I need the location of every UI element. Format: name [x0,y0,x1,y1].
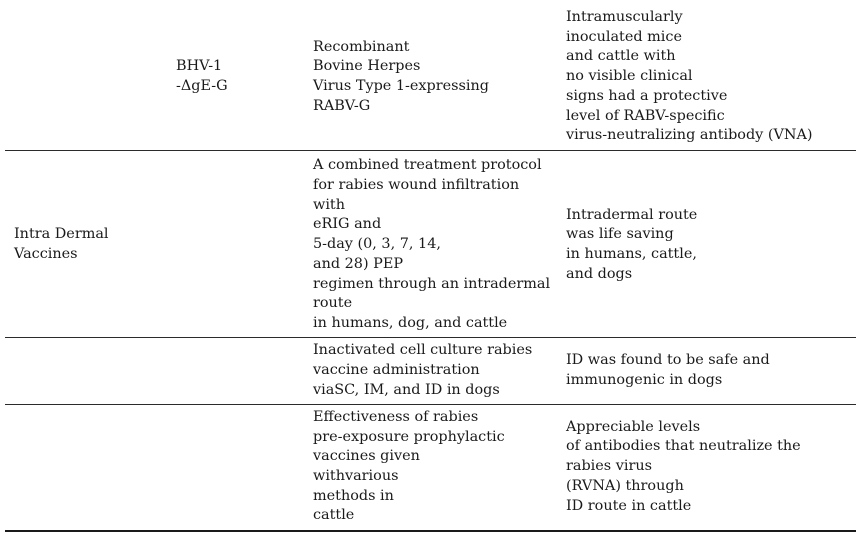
outcome-line: virus-neutralizing antibody (VNA) [566,127,813,144]
description-line: withvarious [313,468,399,484]
outcome-line: ID was found to be safe and [566,352,770,369]
description-cell [313,8,553,146]
vaccine-cell [176,340,301,402]
description-line: regimen through an intradermal [313,275,551,292]
description-line: viaSC, IM, and ID in dogs [313,381,500,398]
outcome-cell [566,340,854,402]
category-line: Vaccines [14,246,78,262]
outcome-line: and dogs [566,265,633,282]
description-cell [313,407,553,527]
table-row [0,0,856,150]
outcome-cell [566,8,854,146]
outcome-line: no visible clinical [566,68,693,85]
vaccine-line: BHV-1 [176,58,223,75]
vaccine-cell [176,407,301,527]
description-line: eRIG and [313,216,382,233]
description-line: Effectiveness of rabies [313,408,479,425]
description-cell [313,340,553,402]
description-line: RABV-G [313,97,371,114]
table-row [0,151,856,336]
outcome-line: Appreciable levels [566,418,701,435]
outcome-line: immunogenic in dogs [566,372,723,388]
description-line: methods in [313,487,394,504]
outcome-line: (RVNA) through [566,477,684,494]
outcome-line: level of RABV-specific [566,107,725,124]
description-line: route [313,295,353,312]
category-cell [14,407,164,527]
description-cell [313,155,553,335]
vaccine-line: -ΔgE-G [176,78,228,94]
outcome-line: in humans, cattle, [566,246,697,262]
outcome-cell [566,155,854,335]
vaccine-cell [176,8,301,146]
description-line: A combined treatment protocol [313,157,542,174]
description-line: for rabies wound infiltration [313,177,520,194]
outcome-line: inoculated mice [566,28,682,45]
table-row [0,338,856,404]
outcome-line: and cattle with [566,48,676,65]
outcome-line: Intramuscularly [566,9,683,26]
description-line: 5-day (0, 3, 7, 14, [313,236,441,253]
outcome-line: signs had a protective [566,87,728,104]
category-cell [14,340,164,402]
category-cell [14,8,164,146]
description-line: cattle [313,507,355,524]
outcome-cell [566,407,854,527]
description-line: Virus Type 1-expressing [313,78,489,94]
category-line: Intra Dermal [14,226,109,243]
outcome-line: Intradermal route [566,206,698,223]
vaccine-cell [176,155,301,335]
description-line: Inactivated cell culture rabies [313,342,533,359]
description-line: and 28) PEP [313,255,404,272]
outcome-line: rabies virus [566,458,653,475]
category-cell [14,155,164,335]
outcome-line: was life saving [566,226,674,243]
outcome-line: of antibodies that neutralize the [566,438,801,455]
description-line: vaccine administration [313,362,480,379]
description-line: with [313,196,345,213]
table-row [0,405,856,530]
table-bottom-rule [5,530,856,532]
description-line: Bovine Herpes [313,58,421,75]
description-line: Recombinant [313,38,410,55]
description-line: pre-exposure prophylactic [313,428,505,445]
outcome-line: ID route in cattle [566,497,692,514]
description-line: in humans, dog, and cattle [313,314,508,331]
description-line: vaccines given [313,448,420,465]
